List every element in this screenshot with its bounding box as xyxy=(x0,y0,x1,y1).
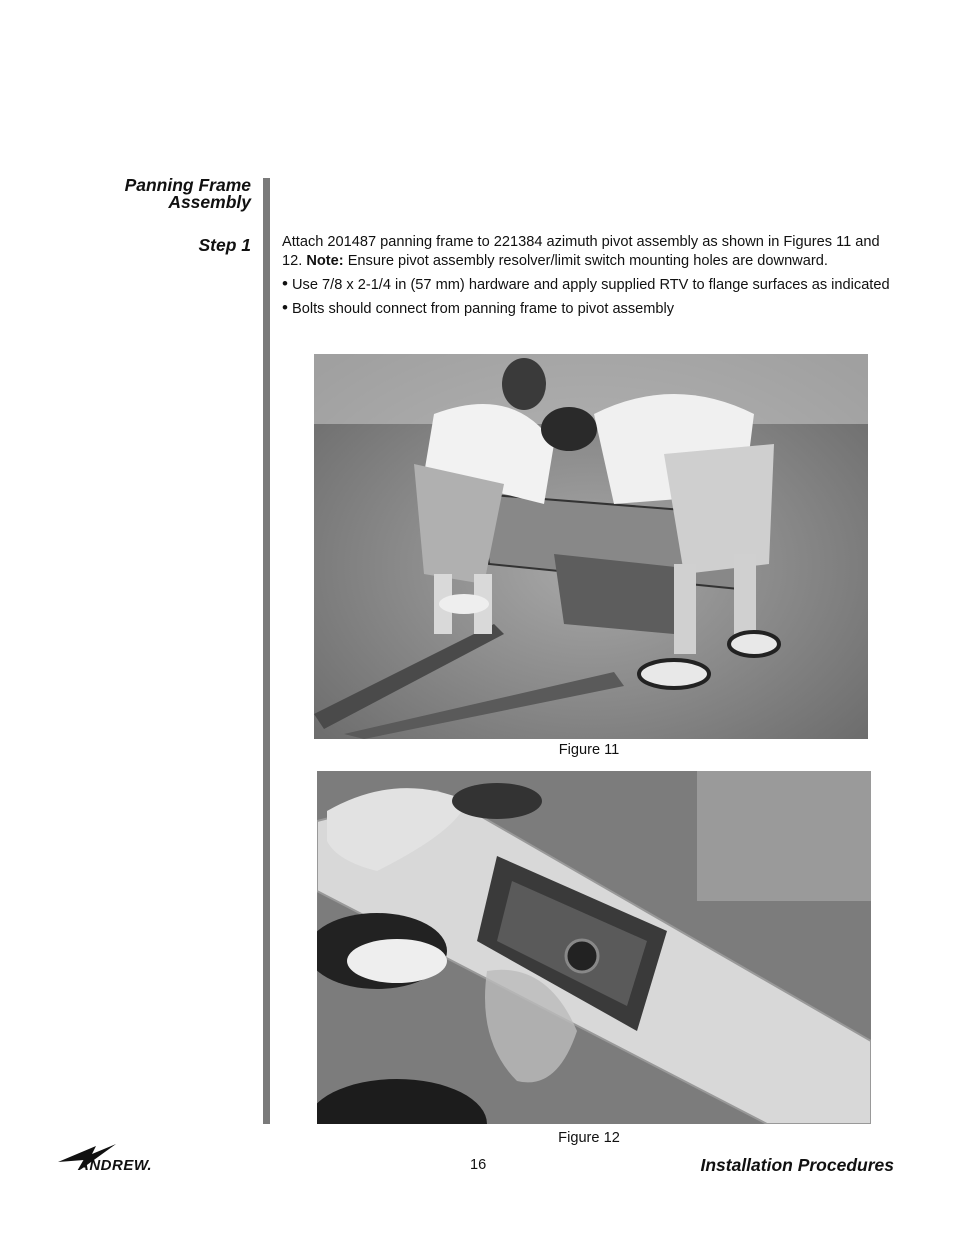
vertical-rule xyxy=(263,178,270,1124)
note-text: Ensure pivot assembly resolver/limit switch mounting holes are downward. xyxy=(343,253,828,269)
instruction-text: Attach 201487 panning frame to 221384 azimuth pivot assembly as shown in Figures 11 and 12. xyxy=(282,234,880,269)
bullet-icon: • xyxy=(282,298,288,317)
figure-12-photo xyxy=(317,771,871,1124)
section-title-line1: Panning Frame xyxy=(124,175,251,195)
note-label: Note: xyxy=(306,253,344,269)
figure-12-caption: Figure 12 xyxy=(558,1130,620,1146)
section-title xyxy=(125,177,251,211)
section-title-line2: Assembly xyxy=(168,192,251,212)
step-heading: Step 1 xyxy=(198,235,251,255)
footer-title: Installation Procedures xyxy=(700,1155,894,1175)
bullet-icon: • xyxy=(282,274,288,293)
bullet-text: Use 7/8 x 2-1/4 in (57 mm) hardware and apply supplied RTV to flange surfaces as indicated xyxy=(292,277,890,293)
page-number: 16 xyxy=(470,1157,487,1173)
figure-11-caption: Figure 11 xyxy=(558,742,620,758)
bullet-item xyxy=(282,298,902,319)
logo-text: ANDREW. xyxy=(78,1157,153,1174)
instruction-paragraph xyxy=(282,233,902,271)
bullet-text: Bolts should connect from panning frame to pivot assembly xyxy=(292,301,675,317)
step-instructions xyxy=(282,233,902,319)
bullet-item xyxy=(282,274,902,295)
figure-11-photo xyxy=(314,354,868,739)
